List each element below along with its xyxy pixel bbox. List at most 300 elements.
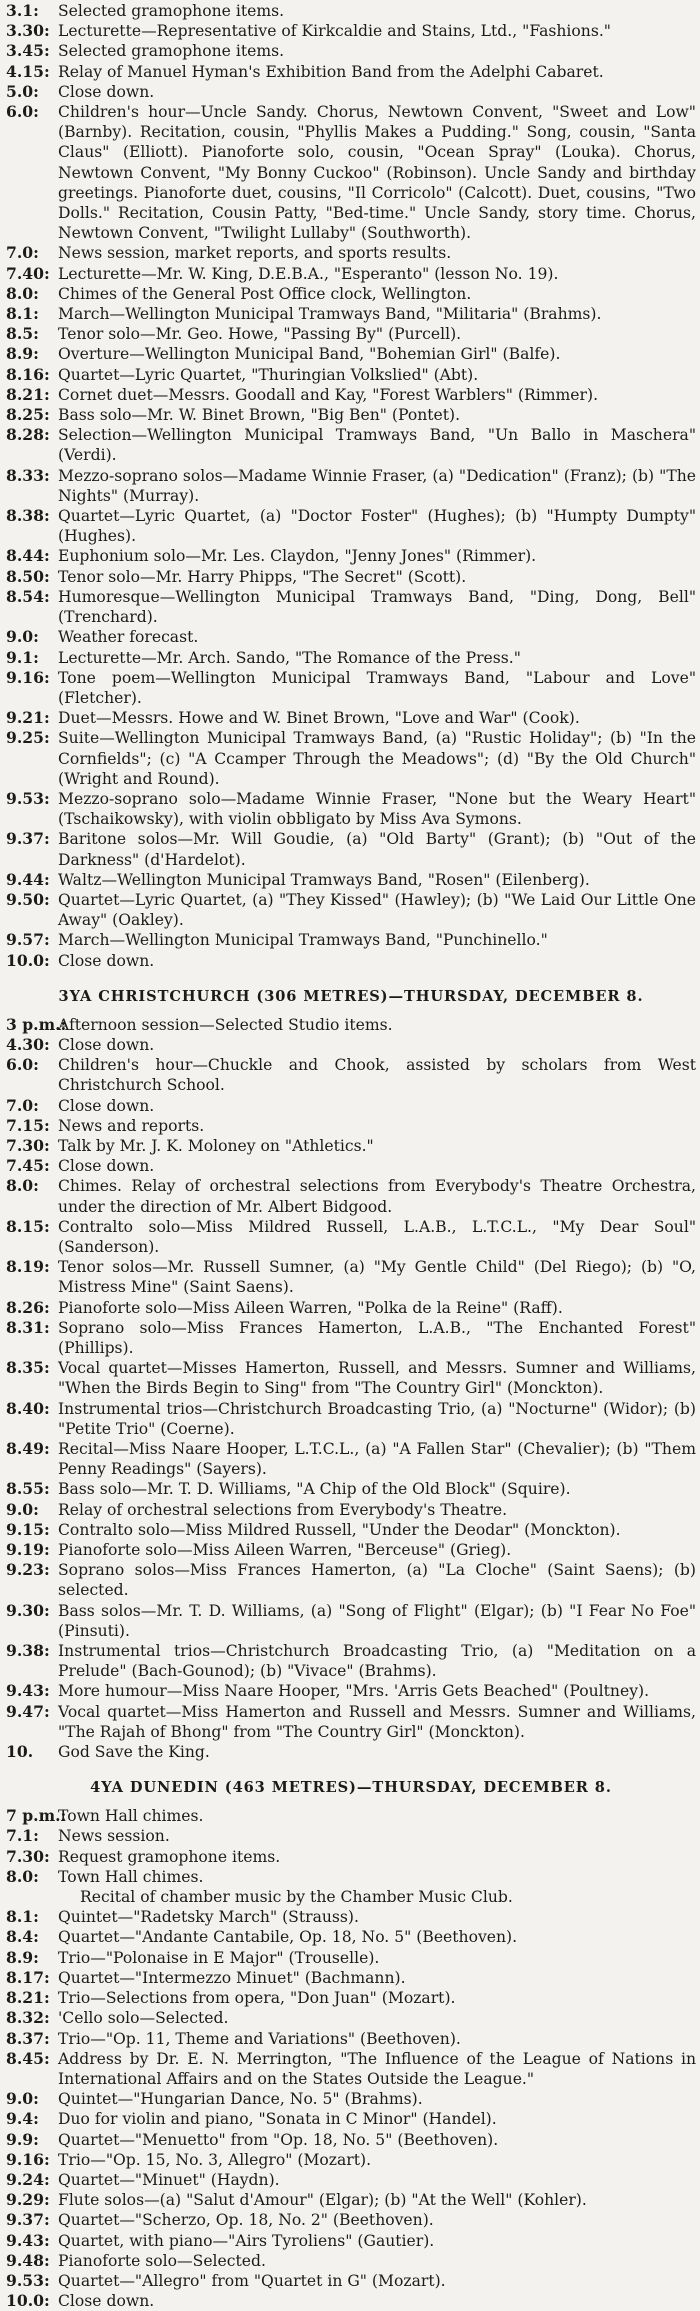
entry-time: 8.9: — [6, 344, 39, 364]
entry-text — [58, 1806, 696, 1826]
entry-line: Town Hall chimes. — [58, 1867, 204, 1886]
programme-entry — [6, 789, 696, 829]
entry-time: 9.57: — [6, 930, 50, 950]
programme-entry — [6, 21, 696, 41]
entry-line: News session, market reports, and sports results. — [58, 244, 452, 263]
entry-time: 9.50: — [6, 889, 50, 909]
entry-time: 8.40: — [6, 1398, 50, 1418]
entry-text — [58, 1176, 696, 1216]
entry-text — [58, 82, 696, 102]
entry-line: Quartet—"Allegro" from "Quartet in G" (Mozart). — [58, 2271, 446, 2290]
entry-line: Selected gramophone items. — [58, 2, 285, 20]
entry-time: 9.30: — [6, 1600, 50, 1620]
entry-text — [58, 2008, 696, 2028]
entry-time: 9.15: — [6, 1519, 50, 1539]
entry-text — [58, 829, 696, 869]
entry-text — [58, 648, 696, 668]
programme-entry — [6, 1927, 696, 1947]
entry-text — [58, 2271, 696, 2291]
entry-line: Close down. — [58, 1035, 155, 1054]
programme-entry — [6, 1176, 696, 1216]
entry-time: 7.1: — [6, 1826, 39, 1846]
entry-text — [58, 2231, 696, 2251]
entry-time: 9.21: — [6, 708, 50, 728]
programme-entry — [6, 62, 696, 82]
entry-line: Bass solo—Mr. T. D. Williams, "A Chip of the Old Block" (Squire). — [58, 1480, 571, 1499]
programme-entry — [6, 284, 696, 304]
entry-time: 8.0: — [6, 1176, 39, 1196]
entry-time: 4.15: — [6, 61, 50, 81]
entry-line: Tenor solo—Mr. Geo. Howe, "Passing By" (Purcell). — [58, 325, 462, 344]
entry-time: 9.48: — [6, 2250, 50, 2270]
entry-line: Quartet—"Menuetto" from "Op. 18, No. 5" (Beethoven). — [58, 2130, 499, 2149]
programme-entry — [6, 2231, 696, 2251]
entry-line: Pianoforte solo—Miss Aileen Warren, "Polka de la Reine" (Raff). — [58, 1298, 563, 1317]
entry-line: Quartet—Lyric Quartet, "Thuringian Volkslied" (Abt). — [58, 365, 479, 384]
programme-entry — [6, 2170, 696, 2190]
entry-time: 9.43: — [6, 1681, 50, 1701]
entry-time: 9.16: — [6, 2149, 50, 2169]
entry-time: 8.9: — [6, 1947, 39, 1967]
entry-time: 8.54: — [6, 586, 50, 606]
entry-line: Weather forecast. — [58, 628, 199, 647]
programme-entry — [6, 587, 696, 627]
entry-line: Flute solos—(a) "Salut d'Amour" (Elgar); (b) "At the Well" (Kohler). — [58, 2191, 587, 2210]
entry-line: Tenor solo—Mr. Harry Phipps, "The Secret" (Scott). — [58, 567, 467, 586]
entry-line: Contralto solo—Miss Mildred Russell, "Under the Deodar" (Monckton). — [58, 1520, 621, 1539]
entry-line: Close down. — [58, 82, 155, 101]
programme-entry — [6, 2109, 696, 2129]
entry-time: 9.0: — [6, 1499, 39, 1519]
entry-line: Trio—"Op. 11, Theme and Variations" (Beethoven). — [58, 2029, 461, 2048]
programme-entry — [6, 2008, 696, 2028]
entry-time: 8.44: — [6, 546, 50, 566]
programme-entry — [6, 546, 696, 566]
entry-time: 10.0: — [6, 2291, 50, 2311]
entry-line: Children's hour—Chuckle and Chook, assisted by scholars from West Christchurch School. — [58, 1056, 696, 1095]
station-heading: 4YA DUNEDIN (463 METRES)—THURSDAY, DECEMBER 8. — [90, 1779, 612, 1797]
programme-entry — [6, 41, 696, 61]
programme-entry — [6, 2190, 696, 2210]
programme-entry — [6, 506, 696, 546]
entry-time: 9.16: — [6, 667, 50, 687]
entry-line: Trio—"Op. 15, No. 3, Allegro" (Mozart). — [58, 2150, 372, 2169]
entry-time: 8.16: — [6, 364, 50, 384]
programme-sections — [6, 0, 696, 2311]
entry-line: Quartet—"Intermezzo Minuet" (Bachmann). — [58, 1968, 406, 1987]
programme-entry — [6, 829, 696, 869]
entry-time: 3.1: — [6, 1, 39, 20]
programme-entry — [6, 2291, 696, 2311]
entry-text — [58, 466, 696, 506]
entry-text — [58, 365, 696, 385]
entry-text — [58, 1867, 696, 1907]
entry-line: Contralto solo—Miss Mildred Russell, L.A.B., L.T.C.L., "My Dear Soul" (Sanderson). — [58, 1217, 696, 1256]
programme-entry — [6, 1358, 696, 1398]
entry-line: Talk by Mr. J. K. Moloney on "Athletics." — [58, 1136, 374, 1155]
entry-text — [58, 1318, 696, 1358]
entry-line: Close down. — [58, 1096, 155, 1115]
entry-time: 8.4: — [6, 1927, 39, 1947]
programme-entry — [6, 1540, 696, 1560]
entry-line: Close down. — [58, 951, 155, 970]
entry-line: Bass solo—Mr. W. Binet Brown, "Big Ben" (Pontet). — [58, 406, 461, 425]
entry-line: Trio—"Polonaise in E Major" (Trouselle). — [58, 1948, 380, 1967]
programme-entry — [6, 870, 696, 890]
programme-entry — [6, 385, 696, 405]
station-heading: 3YA CHRISTCHURCH (306 METRES)—THURSDAY, DECEMBER 8. — [58, 987, 644, 1005]
entry-text — [58, 2049, 696, 2089]
entry-line: Selected gramophone items. — [58, 42, 285, 61]
entry-time: 9.1: — [6, 647, 39, 667]
entry-text — [58, 1358, 696, 1398]
programme-entry — [6, 264, 696, 284]
entry-time: 9.44: — [6, 869, 50, 889]
programme-entry — [6, 567, 696, 587]
programme-entry — [6, 1136, 696, 1156]
entry-time: 9.25: — [6, 728, 50, 748]
entry-text — [58, 890, 696, 930]
programme-entry — [6, 425, 696, 465]
entry-text — [58, 1479, 696, 1499]
entry-line: Instrumental trios—Christchurch Broadcasting Trio, (a) "Nocturne" (Widor); (b) "Petite Trio" (Coerne). — [58, 1399, 696, 1438]
entry-text — [58, 304, 696, 324]
entry-text — [58, 506, 696, 546]
entry-text — [58, 1560, 696, 1600]
entry-text — [58, 1540, 696, 1560]
programme-entry — [6, 2150, 696, 2170]
entry-text — [58, 1055, 696, 1095]
programme-entry — [6, 2089, 696, 2109]
entry-text — [58, 2150, 696, 2170]
programme-entry — [6, 1217, 696, 1257]
entry-line: Tenor solos—Mr. Russell Sumner, (a) "My Gentle Child" (Del Riego); (b) "O, Mistress Mine" (Saint Saens). — [58, 1258, 696, 1297]
entry-time: 8.1: — [6, 1907, 39, 1927]
programme-entry — [6, 1702, 696, 1742]
programme-entry — [6, 668, 696, 708]
entry-text — [58, 1968, 696, 1988]
entry-text — [58, 2210, 696, 2230]
entry-time: 9.0: — [6, 627, 39, 647]
entry-time: 8.25: — [6, 405, 50, 425]
entry-time: 8.19: — [6, 1257, 50, 1277]
entry-time: 9.53: — [6, 2270, 50, 2290]
entry-line: Tone poem—Wellington Municipal Tramways Band, "Labour and Love" (Fletcher). — [58, 668, 696, 707]
entry-line: Vocal quartet—Misses Hamerton, Russell, and Messrs. Sumner and Williams, "When the Birds Begin to Sing" from "The Country Girl" (Monckton). — [58, 1359, 696, 1398]
entry-text — [58, 728, 696, 789]
entry-line: Waltz—Wellington Municipal Tramways Band, "Rosen" (Eilenberg). — [58, 870, 590, 889]
entry-time: 9.38: — [6, 1641, 50, 1661]
programme-entry — [6, 648, 696, 668]
programme-entry — [6, 728, 696, 789]
entry-text — [58, 1439, 696, 1479]
entry-text — [58, 1217, 696, 1257]
entry-line: Quartet—Lyric Quartet, (a) "They Kissed" (Hawley); (b) "We Laid Our Little One Away" (Oakley). — [58, 890, 696, 930]
entry-time: 10.0: — [6, 950, 50, 970]
entry-text — [58, 102, 696, 243]
programme-entry — [6, 890, 696, 930]
entry-text — [58, 243, 696, 263]
programme-entry — [6, 1096, 696, 1116]
programme-entry — [6, 324, 696, 344]
programme-entry — [6, 365, 696, 385]
entry-line: Bass solos—Mr. T. D. Williams, (a) "Song of Flight" (Elgar); (b) "I Fear No Foe" (Pinsuti). — [58, 1601, 696, 1640]
entry-text — [58, 1500, 696, 1520]
entry-line: Soprano solo—Miss Frances Hamerton, L.A.B., "The Enchanted Forest" (Phillips). — [58, 1318, 696, 1357]
entry-text — [58, 21, 696, 41]
entry-line: Quartet—"Minuet" (Haydn). — [58, 2170, 280, 2189]
programme-entry — [6, 1156, 696, 1176]
programme-entry — [6, 627, 696, 647]
entry-time: 7.15: — [6, 1115, 50, 1135]
entry-line: Quintet—"Radetsky March" (Strauss). — [58, 1908, 359, 1927]
entry-time: 8.17: — [6, 1967, 50, 1987]
entry-time: 8.26: — [6, 1297, 50, 1317]
entry-text — [58, 1298, 696, 1318]
programme-entry — [6, 1742, 696, 1762]
entry-line: Afternoon session—Selected Studio items. — [58, 1015, 393, 1034]
entry-time: 8.15: — [6, 1216, 50, 1236]
entry-time: 9.37: — [6, 829, 50, 849]
programme-entry — [6, 1867, 696, 1907]
programme-entry — [6, 1257, 696, 1297]
programme-entry — [6, 2251, 696, 2271]
entry-line: News and reports. — [58, 1116, 205, 1135]
entry-line: Request gramophone items. — [58, 1847, 281, 1866]
entry-text — [58, 1116, 696, 1136]
programme-entry — [6, 1948, 696, 1968]
programme-section — [6, 0, 696, 971]
programme-entry — [6, 1035, 696, 1055]
programme-entry — [6, 2271, 696, 2291]
entry-time: 8.35: — [6, 1358, 50, 1378]
entry-line: Euphonium solo—Mr. Les. Claydon, "Jenny Jones" (Rimmer). — [58, 547, 537, 566]
programme-entry — [6, 1806, 696, 1826]
entry-time: 7.30: — [6, 1135, 50, 1155]
entry-line: 'Cello solo—Selected. — [58, 2009, 229, 2028]
programme-entry — [6, 1907, 696, 1927]
entry-line: Quartet—Lyric Quartet, (a) "Doctor Foster" (Hughes); (b) "Humpty Dumpty" (Hughes). — [58, 507, 696, 546]
entry-line: Lecturette—Representative of Kirkcaldie and Stains, Ltd., "Fashions." — [58, 22, 611, 41]
entry-time: 7.0: — [6, 1095, 39, 1115]
programme-entry — [6, 1601, 696, 1641]
entry-text — [58, 951, 696, 971]
programme-entry — [6, 1439, 696, 1479]
entry-time: 8.0: — [6, 1866, 39, 1886]
programme-entry — [6, 1479, 696, 1499]
entry-line: Quintet—"Hungarian Dance, No. 5" (Brahms). — [58, 2090, 423, 2109]
entry-text — [58, 344, 696, 364]
entry-line: Mezzo-soprano solos—Madame Winnie Fraser, (a) "Dedication" (Franz); (b) "The Nights" (Murray). — [58, 466, 696, 505]
programme-section — [6, 1778, 696, 2311]
entry-time: 9.4: — [6, 2109, 39, 2129]
entry-text — [58, 405, 696, 425]
entry-time: 3.30: — [6, 21, 50, 41]
entry-line: Close down. — [58, 1157, 155, 1176]
entry-time: 8.50: — [6, 566, 50, 586]
entry-text — [58, 264, 696, 284]
entry-line: Quartet—"Scherzo, Op. 18, No. 2" (Beethoven). — [58, 2211, 434, 2230]
programme-entry — [6, 82, 696, 102]
entry-text — [58, 284, 696, 304]
entry-time: 9.53: — [6, 788, 50, 808]
entry-line: Mezzo-soprano solo—Madame Winnie Fraser, "None but the Weary Heart" (Tschaikowsky), with violin obbligato by Miss Ava Symons. — [58, 789, 696, 829]
entry-text — [58, 2291, 696, 2311]
programme-entry — [6, 466, 696, 506]
entry-time: 8.28: — [6, 425, 50, 445]
programme-entry — [6, 2049, 696, 2089]
entry-line: Cornet duet—Messrs. Goodall and Kay, "Forest Warblers" (Rimmer). — [58, 385, 599, 404]
entry-time: 9.19: — [6, 1540, 50, 1560]
entry-text — [58, 1520, 696, 1540]
entry-line: Vocal quartet—Miss Hamerton and Russell and Messrs. Sumner and Williams, "The Rajah of Bhong" from "The Country Girl" (Monckton). — [58, 1702, 696, 1741]
programme-entry — [6, 243, 696, 263]
entry-line: Selection—Wellington Municipal Tramways Band, "Un Ballo in Maschera" (Verdi). — [58, 426, 696, 465]
entry-time: 9.23: — [6, 1560, 50, 1580]
entry-line: Pianoforte solo—Miss Aileen Warren, "Berceuse" (Grieg). — [58, 1541, 512, 1560]
entry-time: 7.0: — [6, 243, 39, 263]
programme-entry — [6, 1988, 696, 2008]
entry-time: 7 p.m.: — [6, 1806, 67, 1826]
entry-line: More humour—Miss Naare Hooper, "Mrs. 'Arris Gets Beached" (Poultney). — [58, 1682, 650, 1701]
entry-text — [58, 587, 696, 627]
entry-line: Recital of chamber music by the Chamber Music Club. — [80, 1888, 513, 1907]
entry-time: 10. — [6, 1742, 34, 1762]
programme-entry — [6, 1681, 696, 1701]
entry-time: 8.5: — [6, 324, 39, 344]
entry-text — [58, 1156, 696, 1176]
entry-time: 9.43: — [6, 2230, 50, 2250]
entry-text — [58, 1257, 696, 1297]
programme-entry — [6, 405, 696, 425]
entry-time: 8.45: — [6, 2048, 50, 2068]
entry-line: Children's hour—Uncle Sandy. Chorus, Newtown Convent, "Sweet and Low" (Barnby). Recitation, cousin, "Phyllis Makes a Pudding." Song, cousin, "Santa Claus" (Elliott). Pianoforte solo, cousin, "Ocean Spray" (Louka). Chorus, Newtown Convent, "My Bonny Cuckoo" (Robinson). Uncle Sandy and birthday greetings. Pianoforte duet, cousins, "Il Corricolo" (Calcott). Duet, cousins, "Two Dolls." Recitation, Cousin Patty, "Bed-time." Uncle Sandy, story time. Chorus, Newtown Convent, "Twilight Lullaby" (Southworth). — [58, 103, 696, 243]
programme-section — [6, 987, 696, 1763]
entry-text — [58, 62, 696, 82]
entry-text — [58, 2251, 696, 2271]
entry-text — [58, 2170, 696, 2190]
entry-line: Suite—Wellington Municipal Tramways Band, (a) "Rustic Holiday"; (b) "In the Cornfields"; (c) "A Ccamper Through the Meadows"; (d) "By the Old Church" (Wright and Round). — [58, 729, 696, 788]
entry-text — [58, 1927, 696, 1947]
programme-entry — [6, 1560, 696, 1600]
entry-line: Duo for violin and piano, "Sonata in C Minor" (Handel). — [58, 2110, 497, 2129]
programme-entry — [6, 2029, 696, 2049]
entry-text — [58, 2130, 696, 2150]
entry-line: Trio—Selections from opera, "Don Juan" (Mozart). — [58, 1989, 456, 2008]
entry-line: Recital—Miss Naare Hooper, L.T.C.L., (a) "A Fallen Star" (Chevalier); (b) "Them Penny Readings" (Sayers). — [58, 1440, 696, 1479]
programme-entry — [6, 1641, 696, 1681]
entry-text — [58, 2089, 696, 2109]
entry-time: 8.31: — [6, 1317, 50, 1337]
entry-time: 9.24: — [6, 2169, 50, 2189]
entry-text — [58, 1948, 696, 1968]
entry-line: Overture—Wellington Municipal Band, "Bohemian Girl" (Balfe). — [58, 345, 561, 364]
programme-entry — [6, 1116, 696, 1136]
programme-entry — [6, 1826, 696, 1846]
entry-text — [58, 2190, 696, 2210]
programme-entry — [6, 951, 696, 971]
entry-line: News session. — [58, 1827, 170, 1846]
entry-line: God Save the King. — [58, 1743, 210, 1762]
entry-time: 8.55: — [6, 1479, 50, 1499]
entry-time: 5.0: — [6, 81, 39, 101]
entry-time: 3.45: — [6, 41, 50, 61]
entry-line: Town Hall chimes. — [58, 1807, 204, 1826]
entry-time: 8.0: — [6, 283, 39, 303]
programme-entry — [6, 1399, 696, 1439]
entry-text — [58, 1, 696, 21]
entry-time: 6.0: — [6, 1055, 39, 1075]
entry-time: 9.9: — [6, 2129, 39, 2149]
entry-text — [58, 324, 696, 344]
entry-text — [58, 1988, 696, 2008]
entry-line: Humoresque—Wellington Municipal Tramways Band, "Ding, Dong, Bell" (Trenchard). — [58, 587, 696, 627]
entry-time: 8.1: — [6, 304, 39, 324]
entry-line: Instrumental trios—Christchurch Broadcasting Trio, (a) "Meditation on a Prelude" (Bach-Gounod); (b) "Vivace" (Brahms). — [58, 1642, 696, 1681]
entry-text — [58, 708, 696, 728]
programme-entry — [6, 1015, 696, 1035]
programme-entry — [6, 1318, 696, 1358]
entry-line: Baritone solos—Mr. Will Goudie, (a) "Old Barty" (Grant); (b) "Out of the Darkness" (d'Hardelot). — [58, 830, 696, 869]
entry-text — [58, 2109, 696, 2129]
entry-text — [58, 1136, 696, 1156]
entry-text — [58, 567, 696, 587]
entry-time: 8.37: — [6, 2028, 50, 2048]
programme-entry — [6, 1055, 696, 1095]
entry-time: 9.37: — [6, 2210, 50, 2230]
entry-text — [58, 789, 696, 829]
entry-line: Lecturette—Mr. W. King, D.E.B.A., "Esperanto" (lesson No. 19). — [58, 264, 559, 283]
programme-entry — [6, 1520, 696, 1540]
entry-time: 8.32: — [6, 2008, 50, 2028]
programme-entry — [6, 102, 696, 243]
entry-text — [58, 41, 696, 61]
entry-line: Close down. — [58, 2292, 155, 2311]
entry-time: 3 p.m.: — [6, 1014, 67, 1034]
entry-text — [58, 1826, 696, 1846]
entry-text — [58, 870, 696, 890]
entry-text — [58, 1096, 696, 1116]
entry-time: 8.21: — [6, 384, 50, 404]
entry-text — [58, 546, 696, 566]
entry-text — [58, 1907, 696, 1927]
entry-text — [58, 1601, 696, 1641]
entry-text — [58, 1702, 696, 1742]
entry-time: 7.45: — [6, 1156, 50, 1176]
entry-line: Chimes of the General Post Office clock, Wellington. — [58, 284, 472, 303]
entry-text — [58, 2029, 696, 2049]
programme-entry — [6, 2210, 696, 2230]
entry-text — [58, 1015, 696, 1035]
entry-time: 8.33: — [6, 465, 50, 485]
entry-line: Pianoforte solo—Selected. — [58, 2251, 266, 2270]
entry-time: 7.40: — [6, 263, 50, 283]
programme-entry — [6, 304, 696, 324]
entry-time: 7.30: — [6, 1846, 50, 1866]
programme-entry — [6, 1298, 696, 1318]
entry-time: 6.0: — [6, 102, 39, 122]
entry-text — [58, 1742, 696, 1762]
entry-text — [58, 425, 696, 465]
programme-entry — [6, 1, 696, 21]
entry-time: 9.29: — [6, 2190, 50, 2210]
entry-time: 8.49: — [6, 1439, 50, 1459]
entry-text — [58, 1641, 696, 1681]
programme-entry — [6, 2130, 696, 2150]
entry-line: Chimes. Relay of orchestral selections from Everybody's Theatre Orchestra, under the direction of Mr. Albert Bidgood. — [58, 1177, 696, 1216]
entry-time: 8.21: — [6, 1988, 50, 2008]
programme-entry — [6, 708, 696, 728]
